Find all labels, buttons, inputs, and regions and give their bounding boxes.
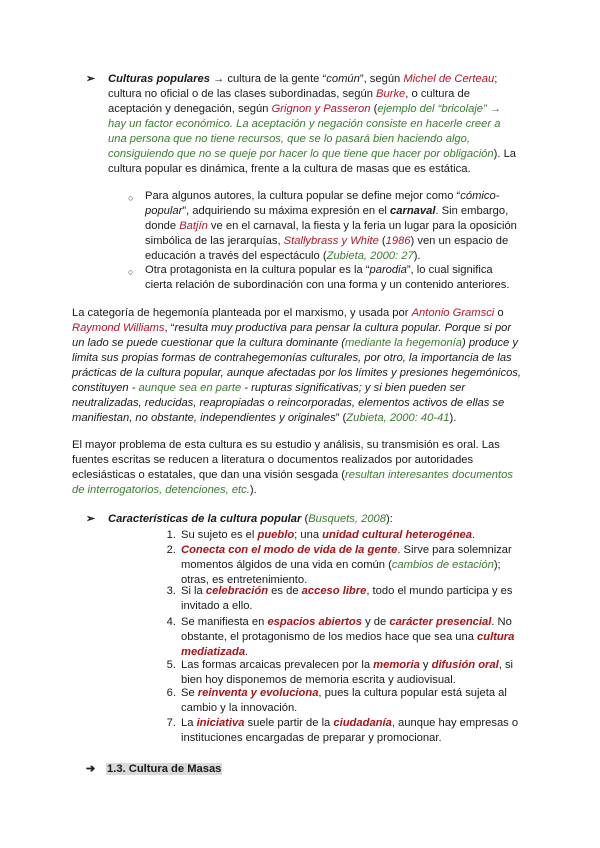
- bullet-arrow-icon: ➔: [86, 763, 96, 775]
- section-heading: Características de la cultura popular: [108, 513, 302, 525]
- bullet-circle-icon: ○: [128, 193, 134, 203]
- list-number: 1.: [166, 529, 176, 541]
- list-item: Se manifiesta en espacios abiertos y de carácter presencial. No obstante, el protagonismo de los medios hace que sea una cultura mediatizada.: [181, 616, 515, 658]
- note-text: resultan interesantes documentos de interrogatorios, detenciones, etc.: [72, 469, 513, 496]
- list-item: Si la celebración es de acceso libre, todo el mundo participa y es invitado a ello.: [181, 585, 513, 612]
- list-item: Las formas arcaicas prevalecen por la memoria y difusión oral, si bien hoy disponemos de memoria escrita y audiovisual.: [181, 659, 514, 686]
- culturas-populares-paragraph: Culturas populares → cultura de la gente “común”, según Michel de Certeau; cultura no oficial o de las clases subordinadas, según Burke, o cultura de aceptación y denegación, según Grignon y Passeron (ejemplo del “bricolaje” → hay un factor económico. La aceptación y negación consiste en hacerle creer a una persona que no tiene recursos, que se lo pasará bien haciendo algo, consiguiendo que no se queje por hacer lo que tiene que hacer por obligación). La cultura popular es dinámica, frente a la cultura de masas que es estática.: [108, 73, 517, 175]
- list-number: 5.: [166, 659, 176, 671]
- list-item: La iniciativa suele partir de la ciudadanía, aunque hay empresas o instituciones encargadas de preparar y promocionar.: [181, 717, 519, 744]
- list-number: 6.: [166, 687, 176, 699]
- parodia-paragraph: Otra protagonista en la cultura popular es la “parodia”, lo cual significa cierta relación de subordinación con una forma y un contenido anteriores.: [145, 264, 510, 291]
- section-heading: Culturas populares: [108, 73, 210, 85]
- author-ref: Antonio Gramsci: [411, 307, 495, 319]
- author-ref: Batjín: [179, 220, 208, 232]
- cultura-de-masas-heading: 1.3. Cultura de Masas: [107, 763, 222, 775]
- list-number: 3.: [166, 585, 176, 597]
- list-number: 4.: [166, 616, 176, 628]
- list-item: Conecta con el modo de vida de la gente. Sirve para solemnizar momentos álgidos de una vida en común (cambios de estación); otras, es entretenimiento.: [181, 544, 512, 586]
- author-ref: Stallybrass y White: [283, 235, 379, 247]
- author-ref: Grignon y Passeron: [271, 103, 371, 115]
- bullet-arrow-icon: ➢: [86, 513, 96, 525]
- list-item: Su sujeto es el pueblo; una unidad cultural heterogénea.: [181, 529, 476, 541]
- hegemonia-paragraph: La categoría de hegemonía planteada por el marxismo, y usada por Antonio Gramsci o Raymond Williams, “resulta muy productiva para pensar la cultura popular. Porque si por un lado se puede cuestionar que la cultura dominante (mediante la hegemonía) produce y limita sus propias formas de contrahegemonías culturales, por otro, la importancia de las prácticas de la cultura popular, aunque afectadas por los límites y presiones hegemónicos, constituyen - aunque sea en parte - rupturas significativas; y si bien pueden ser neutralizadas, reducidas, reapropiadas o reincorporadas, elementos activos de ellas se manifiestan, no obstante, independientes y originales” (Zubieta, 2000: 40-41).: [72, 307, 522, 424]
- citation: Zubieta, 2000: 40-41: [346, 412, 450, 424]
- list-number: 2.: [166, 544, 176, 556]
- list-item: Se reinventa y evoluciona, pues la cultura popular está sujeta al cambio y la innovación.: [181, 687, 507, 714]
- note-text: ejemplo del “bricolaje” → hay un factor económico. La aceptación y negación consiste en hacerle creer a una persona que no tiene recursos, que se lo pasará bien haciendo algo, consiguiendo que no se queje por hacer lo que tiene que hacer por obligación: [108, 103, 502, 160]
- problema-paragraph: El mayor problema de esta cultura es su estudio y análisis, su transmisión es oral. Las fuentes escritas se reducen a literatura o documentos realizados por autoridades eclesiásticas o estatales, que dan una visión sesgada (resultan interesantes documentos de interrogatorios, detenciones, etc.).: [72, 439, 513, 496]
- author-ref: Raymond Williams: [72, 322, 165, 334]
- author-ref: Michel de Certeau: [403, 73, 495, 85]
- caracteristicas-heading: Características de la cultura popular (Busquets, 2008):: [108, 513, 393, 525]
- citation: Zubieta, 2000: 27: [326, 250, 414, 262]
- citation: Busquets, 2008: [308, 513, 386, 525]
- bullet-arrow-icon: ➢: [86, 73, 96, 85]
- list-number: 7.: [166, 717, 176, 729]
- author-ref: Burke: [376, 88, 406, 100]
- comico-popular-paragraph: Para algunos autores, la cultura popular se define mejor como “cómico-popular”, adquiriendo su máxima expresión en el carnaval. Sin embargo, donde Batjín ve en el carnaval, la fiesta y la feria un lugar para la oposición simbólica de las jerarquías, Stallybrass y White (1986) ven un espacio de educación a través del espectáculo (Zubieta, 2000: 27).: [145, 190, 517, 262]
- bullet-circle-icon: ○: [128, 267, 134, 277]
